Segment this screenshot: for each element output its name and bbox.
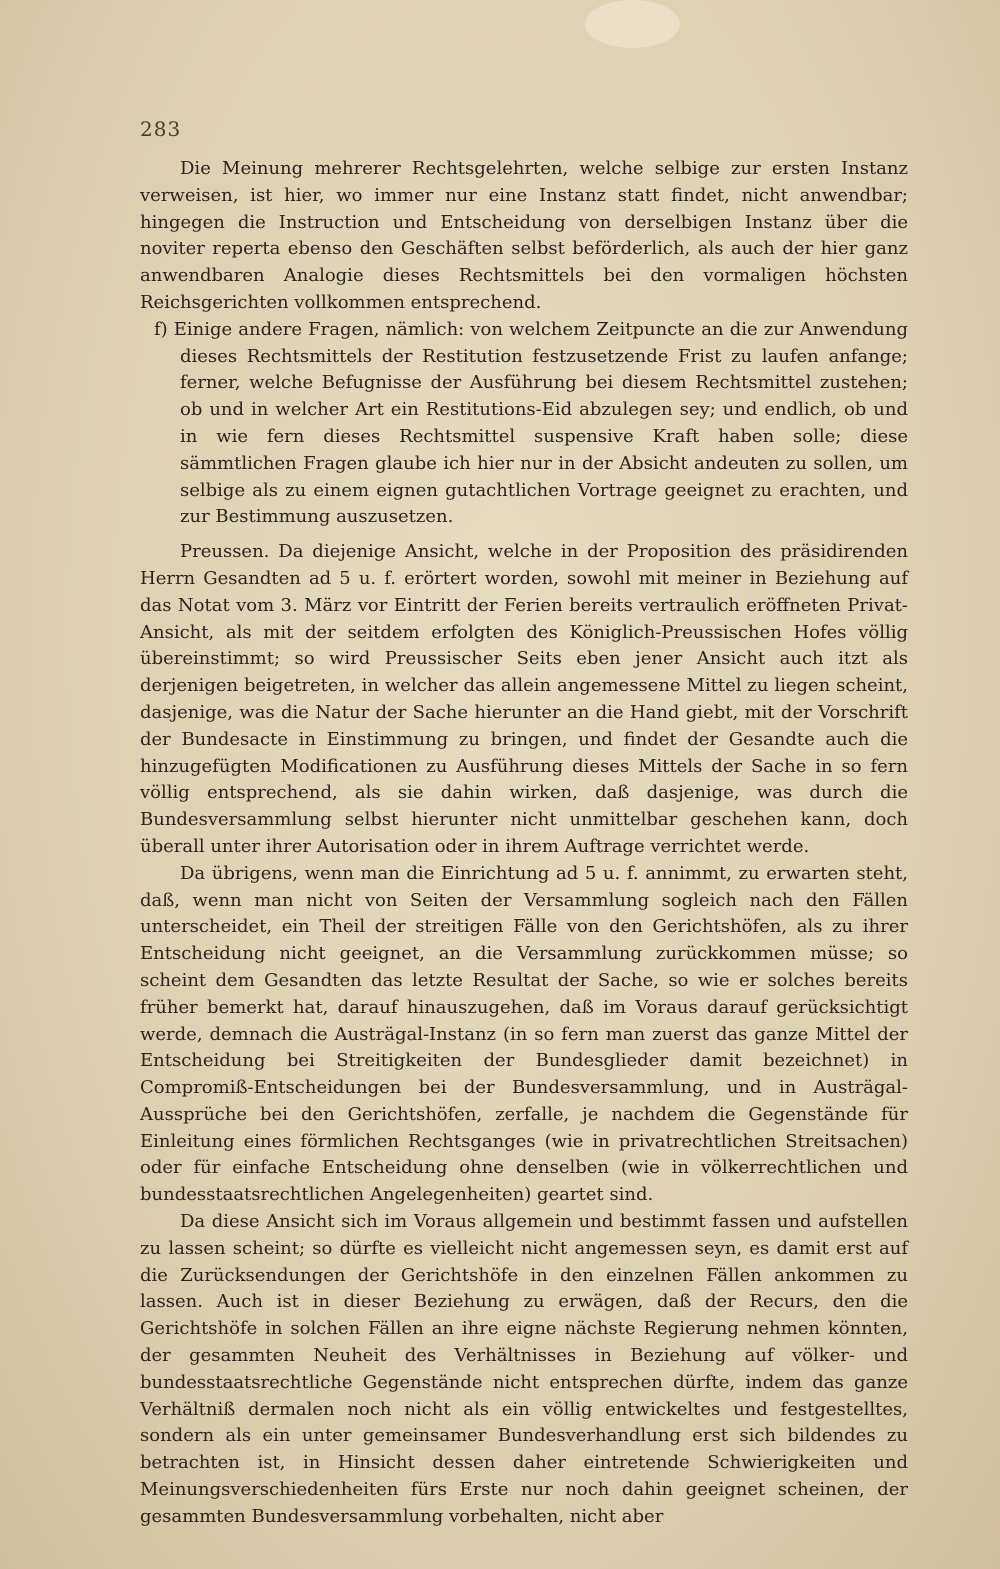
paragraph-uebrigens: Da übrigens, wenn man die Einrichtung ad 5 u. f. annimmt, zu erwarten steht, daß, wenn man nicht von Seiten der Versammlung sogleich nach den Fällen unterscheidet, ein Theil der streitigen Fälle von den Gerichtshöfen, als zu ihrer Entscheidung nicht geeignet, an die Versammlung zurückkommen müsse; so scheint dem Gesandten das letzte Resultat der Sache, so wie er solches bereits früher bemerkt hat, darauf hinauszugehen, daß im Voraus darauf gerücksichtigt werde, demnach die Austrägal-Instanz (in so fern man zuerst das ganze Mittel der Entscheidung bei Streitigkeiten der Bundesglieder damit bezeichnet) in Compromiß-Entscheidungen bei der Bundesversammlung, und in Austrägal-Aussprüche bei den Gerichtshöfen, zerfalle, je nachdem die Gegenstände für Einleitung eines förmlichen Rechtsganges (wie in privatrechtlichen Streitsachen) oder für einfache Entscheidung ohne denselben (wie in völkerrechtlichen und bundesstaatsrechtlichen Angelegenheiten) geartet sind. <box>140 862 908 1206</box>
list-item-f: f) Einige andere Fragen, nämlich: von welchem Zeitpuncte an die zur Anwendung dieses Rechtsmittels der Restitution festzusetzende Frist zu laufen anfange; ferner, welche Befugnisse der Ausführung bei diesem Rechtsmittel zustehen; ob und in welcher Art ein Restitutions-Eid abzulegen sey; und endlich, ob und in wie fern dieses Rechtsmittel suspensive Kraft haben solle; diese sämmtlichen Fragen glaube ich hier nur in der Absicht andeuten zu sollen, um selbige als zu einem eignen gutachtlichen Vortrage geeignet zu erachten, und zur Bestimmung auszusetzen. <box>154 318 908 528</box>
paragraph-preussen: Preussen. Da diejenige Ansicht, welche in der Proposition des präsidirenden Herrn Gesandten ad 5 u. f. erörtert worden, sowohl mit meiner in Beziehung auf das Notat vom 3. März vor Eintritt der Ferien bereits vertraulich eröffneten Privat-Ansicht, als mit der seitdem erfolgten des Königlich-Preussischen Hofes völlig übereinstimmt; so wird Preussischer Seits eben jener Ansicht auch itzt als derjenigen beigetreten, in welcher das allein angemessene Mittel zu liegen scheint, dasjenige, was die Natur der Sache hierunter an die Hand giebt, mit der Vorschrift der Bundesacte in Einstimmung zu bringen, und findet der Gesandte auch die hinzugefügten Modificationen zu Ausführung dieses Mittels der Sache in so fern völlig entsprechend, als sie dahin wirken, daß dasjenige, was durch die Bundesversammlung selbst hierunter nicht unmittelbar geschehen kann, doch überall unter ihrer Autorisation oder in ihrem Auftrage verrichtet werde. <box>140 541 908 857</box>
paper-stain <box>585 0 680 48</box>
body-text <box>140 156 908 1531</box>
paragraph-continuation: Die Meinung mehrerer Rechtsgelehrten, welche selbige zur ersten Instanz verweisen, ist hier, wo immer nur eine Instanz statt findet, nicht anwendbar; hingegen die Instruction und Entscheidung von derselbigen Instanz über die noviter reperta ebenso den Geschäften selbst beförderlich, als auch der hier ganz anwendbaren Analogie dieses Rechtsmittels bei den vormaligen höchsten Reichsgerichten vollkommen entsprechend. <box>140 158 908 313</box>
page-number: 283 <box>140 117 182 141</box>
paragraph-ansicht: Da diese Ansicht sich im Voraus allgemein und bestimmt fassen und aufstellen zu lassen scheint; so dürfte es vielleicht nicht angemessen seyn, es damit erst auf die Zurücksendungen der Gerichtshöfe in den einzelnen Fällen ankommen zu lassen. Auch ist in dieser Beziehung zu erwägen, daß der Recurs, den die Gerichtshöfe in solchen Fällen an ihre eigne nächste Regierung nehmen könnten, der gesammten Neuheit des Verhältnisses in Beziehung auf völker- und bundesstaatsrechtliche Gegenstände nicht entsprechen dürfte, indem das ganze Verhältniß dermalen noch nicht als ein völlig entwickeltes und festgestelltes, sondern als ein unter gemeinsamer Bundesverhandlung erst sich bildendes zu betrachten ist, in Hinsicht dessen daher eintretende Schwierigkeiten und Meinungsverschiedenheiten fürs Erste nur noch dahin geeignet scheinen, der gesammten Bundesversammlung vorbehalten, nicht aber <box>140 1211 908 1527</box>
